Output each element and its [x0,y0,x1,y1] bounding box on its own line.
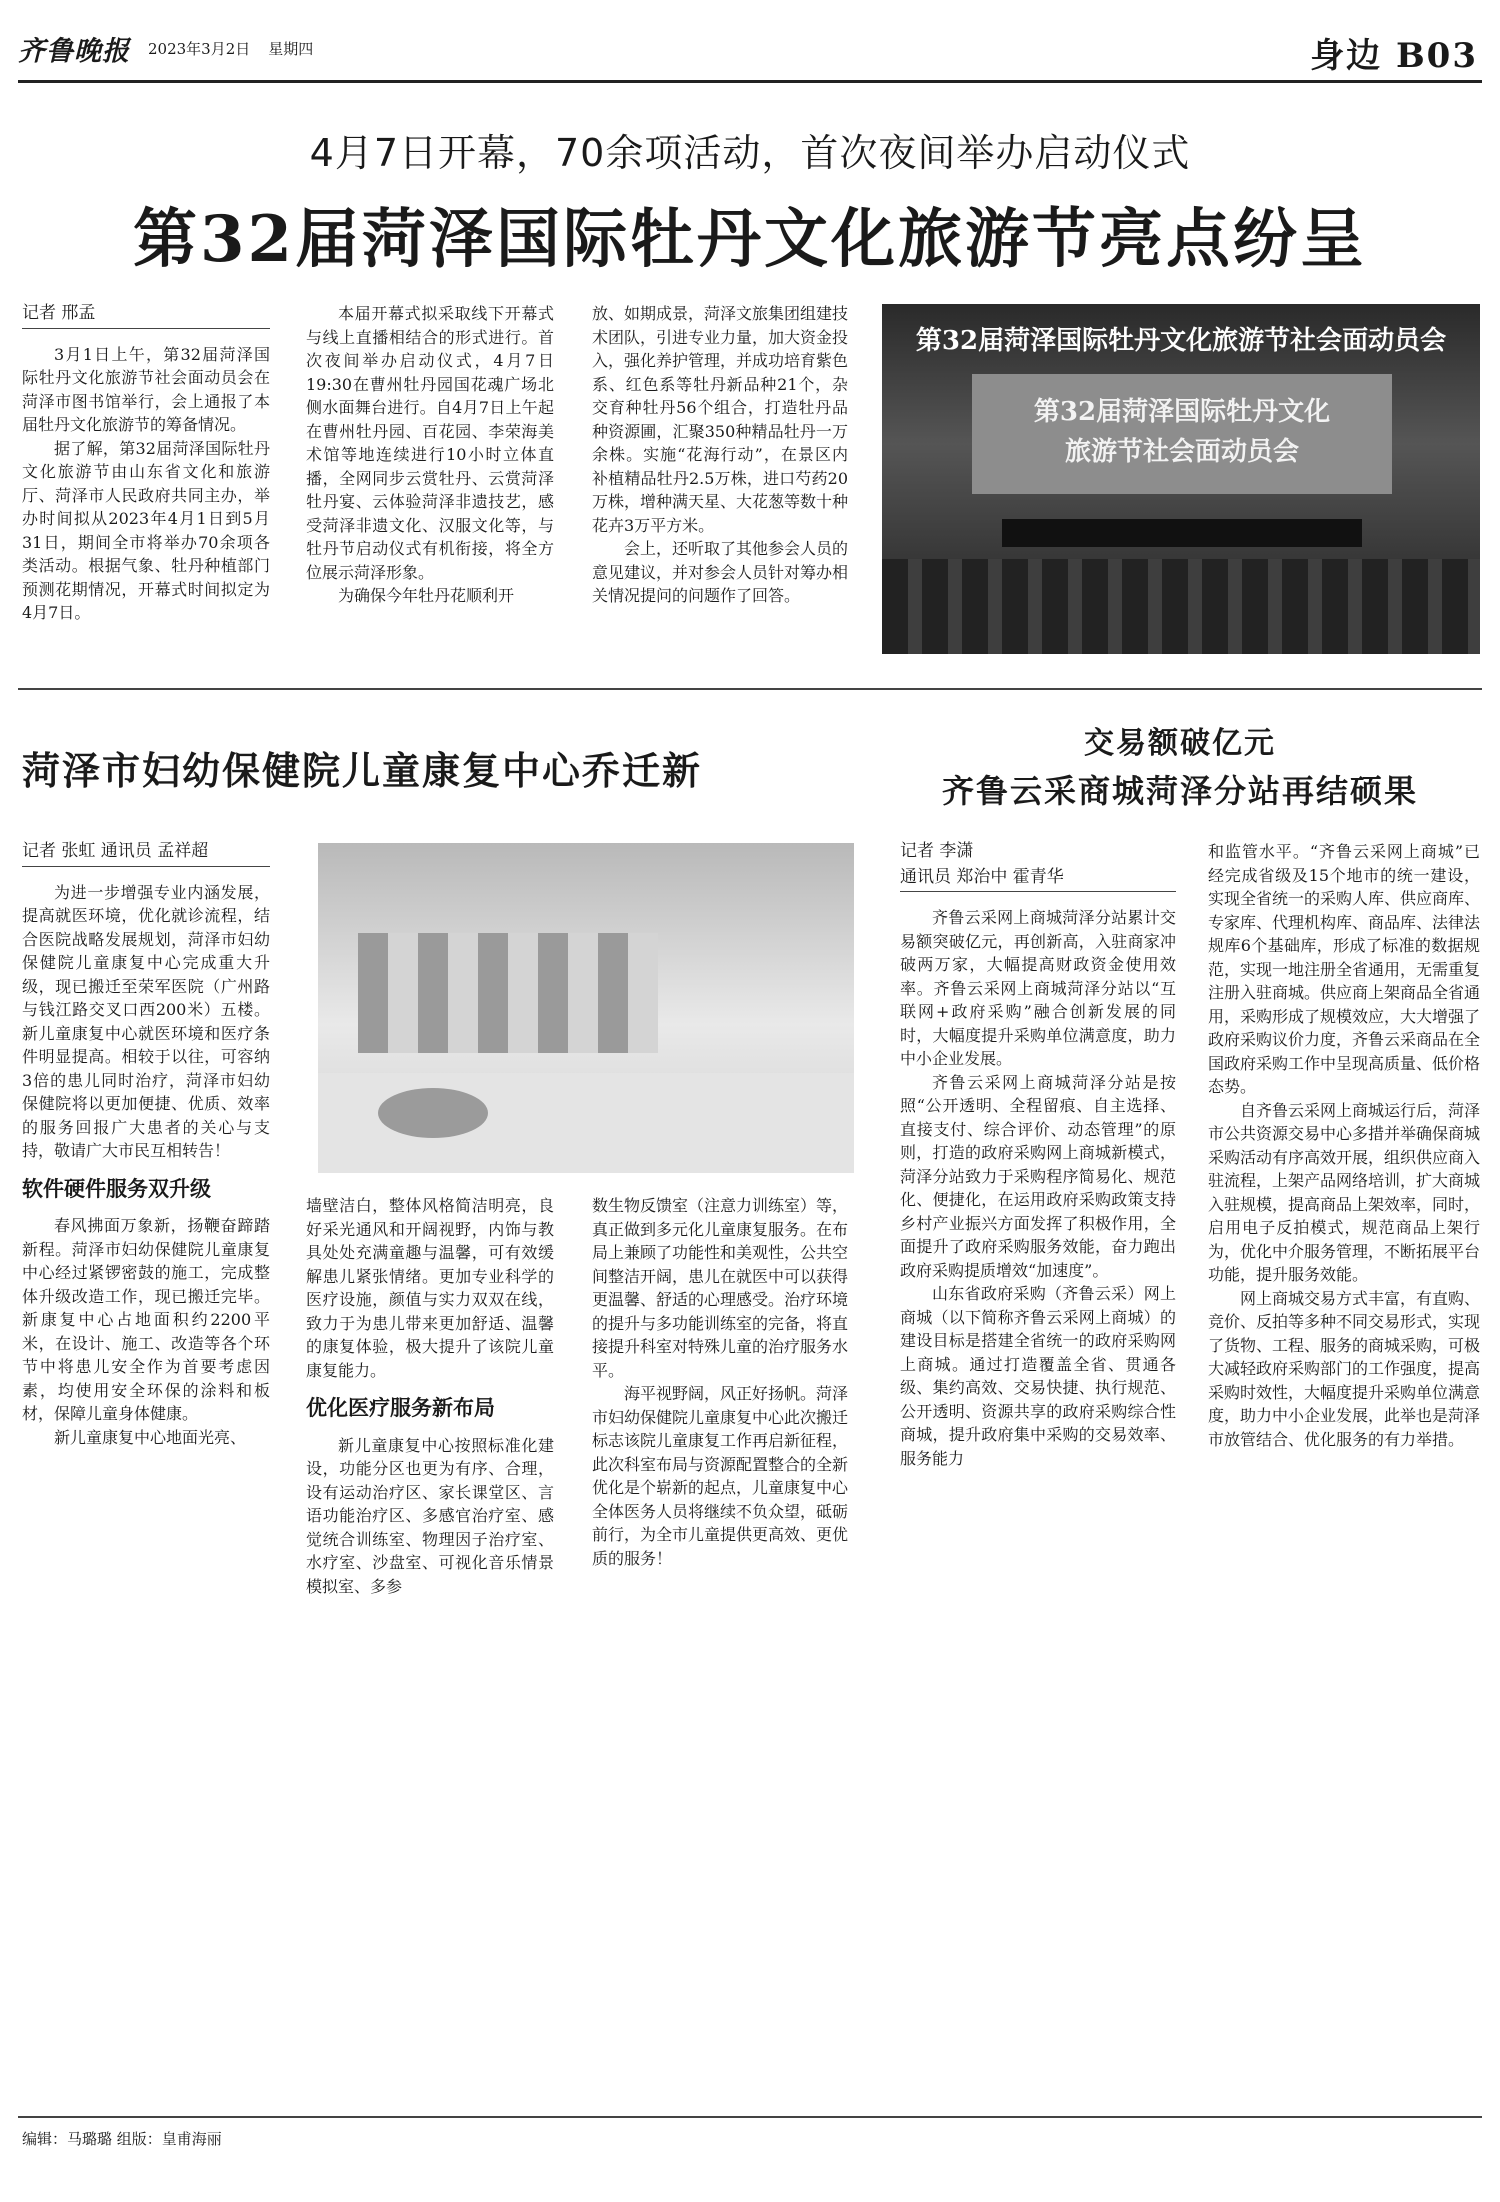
story1-kicker: 4月7日开幕，70余项活动，首次夜间举办启动仪式 [309,131,1191,175]
paragraph: 本届开幕式拟采取线下开幕式与线上直播相结合的形式进行。首次夜间举办启动仪式，4月7日19:30在曹州牡丹园国花魂广场北侧水面舞台进行。自4月7日上午起在曹州牡丹园、百花园、李荣海美术馆等地连续进行10小时立体直播，全网同步云赏牡丹、云赏菏泽牡丹宴、云体验菏泽非遗技艺，感受菏泽非遗文化、汉服文化等，与牡丹节启动仪式有机衔接，将全方位展示菏泽形象。 [306,304,554,582]
paragraph: 和监管水平。“齐鲁云采网上商城”已经完成省级及15个地市的统一建设，实现全省统一的采购人库、供应商库、专家库、代理机构库、商品库、法律法规库6个基础库，形成了标准的数据规范，实现一地注册全省通用，无需重复注册入驻商城。供应商上架商品全省通用，采购形成了规模效应，大大增强了政府采购议价力度，齐鲁云采商品在全国政府采购工作中呈现高质量、低价格态势。 [1208,842,1481,1096]
page-number: 身边 B03 [1310,36,1478,76]
paragraph: 齐鲁云采网上商城菏泽分站累计交易额突破亿元，再创新高，入驻商家冲破两万家，大幅提高财政资金使用效率。齐鲁云采网上商城菏泽分站以“互联网+政府采购”融合创新发展的同时，大幅度提升采购单位满意度，助力中小企业发展。 [900,908,1176,1068]
story1-col1 [22,302,270,625]
paragraph: 3月1日上午，第32届菏泽国际牡丹文化旅游节社会面动员会在菏泽市图书馆举行，会上通报了本届牡丹文化旅游节的筹备情况。 [22,344,270,434]
story2-subheading: 软件硬件服务双升级 [22,1175,211,1201]
story3-byline: 通讯员 郑治中 霍青华 [900,866,1176,893]
masthead [18,28,313,68]
rehab-center-photo [318,843,854,1173]
paragraph: 会上，还听取了其他参会人员的意见建议，并对参会人员针对筹办相关情况提问的问题作了回答。 [592,539,849,605]
photo-podium [1002,519,1362,547]
story2-col3 [592,1194,848,1570]
story3-byline: 记者 李潇 [900,841,974,861]
story3-col2 [1208,840,1480,1451]
photo-banner-text: 第32届菏泽国际牡丹文化旅游节社会面动员会 [915,326,1447,356]
paragraph: 春风拂面万象新，扬鞭奋蹄踏新程。菏泽市妇幼保健院儿童康复中心经过紧锣密鼓的施工，完成整体升级改造工作，现已搬迁完毕。新康复中心占地面积约2200平米，在设计、施工、改造等各个环节中将患儿安全作为首要考虑因素，均使用安全环保的涂料和板材，保障儿童身体健康。 [22,1216,270,1423]
paragraph: 网上商城交易方式丰富，有直购、竞价、反拍等多种不同交易形式，实现了货物、工程、服务的商城采购，可极大减轻政府采购部门的工作强度，提高采购时效性，大幅度提升采购单位满意度，助力中小企业发展，此举也是菏泽市放管结合、优化服务的有力举措。 [1208,1288,1481,1449]
editor-credit: 编辑：马璐璐 组版：皇甫海丽 [22,2130,222,2148]
paragraph: 据了解，第32届菏泽国际牡丹文化旅游节由山东省文化和旅游厅、菏泽市人民政府共同主办，举办时间拟从2023年4月1日到5月31日，期间全市将举办70余项各类活动。根据气象、牡丹种植部门预测花期情况，开幕式时间拟定为4月7日。 [22,438,270,622]
paragraph: 新儿童康复中心地面光亮、 [54,1427,247,1447]
paragraph: 自齐鲁云采网上商城运行后，菏泽市公共资源交易中心多措并举确保商城采购活动有序高效开展，组织供应商入驻流程，上架产品网络培训，扩大商城入驻规模，提高商品上架效率，同时，启用电子反拍模式，规范商品上架行为，优化中介服务管理，不断拓展平台功能，提升服务效能。 [1208,1100,1481,1284]
story1-col2 [306,302,554,608]
story3-headline-line2: 齐鲁云采商城菏泽分站再结硕果 [941,772,1418,810]
paragraph: 墙壁洁白，整体风格简洁明亮，良好采光通风和开阔视野，内饰与教具处处充满童趣与温馨，可有效缓解患儿紧张情绪。更加专业科学的医疗设施，颜值与实力双双在线，致力于为患儿带来更加舒适、温馨的康复体验，极大提升了该院儿童康复能力。 [306,1196,554,1380]
meeting-photo [882,304,1480,654]
photo-screen-line: 第32届菏泽国际牡丹文化 [1033,397,1331,427]
issue-date: 2023年3月2日 [148,39,251,58]
story3-headline-line1: 交易额破亿元 [1084,726,1276,761]
footer-rule [18,2116,1482,2118]
paragraph: 海平视野阔，风正好扬帆。菏泽市妇幼保健院儿童康复中心此次搬迁标志该院儿童康复工作再启新征程，此次科室布局与资源配置整合的全新优化是个崭新的起点，儿童康复中心全体医务人员将继续不负众望，砥砺前行，为全市儿童提供更高效、更优质的服务！ [592,1384,849,1568]
paragraph: 放、如期成景，菏泽文旅集团组建技术团队，引进专业力量，加大资金投入，强化养护管理，并成功培育紫色系、红色系等牡丹新品种21个，杂交育种牡丹56个组合，打造牡丹品种资源圃，汇聚350种精品牡丹一万余株。实施“花海行动”，在景区内补植精品牡丹2.5万株，进口芍药20万株，增种满天星、大花葱等数十种花卉3万平方米。 [592,304,849,535]
photo-beanbag [378,1088,488,1138]
photo-screen [972,374,1392,494]
story1-byline: 记者 邢孟 [22,302,270,329]
paragraph: 新儿童康复中心按照标准化建设，功能分区也更为有序、合理，设有运动治疗区、家长课堂区、言语功能治疗区、多感官治疗室、感觉统合训练室、物理因子治疗室、水疗室、沙盘室、可视化音乐情景模拟室、多参 [306,1435,554,1596]
photo-screen-line: 旅游节社会面动员会 [1064,437,1299,467]
story2-col2 [306,1194,554,1598]
paragraph: 数生物反馈室（注意力训练室）等，真正做到多元化儿童康复服务。在布局上兼顾了功能性和美观性，公共空间整洁开阔，患儿在就医中可以获得更温馨、舒适的心理感受。治疗环境的提升与多功能训练室的完备，将直接提升科室对特殊儿童的治疗服务水平。 [592,1196,849,1380]
photo-wall-display [358,933,658,1053]
story2-col1 [22,840,270,1449]
story2-byline: 记者 张虹 通讯员 孟祥超 [22,840,270,867]
paragraph: 山东省政府采购（齐鲁云采）网上商城（以下简称齐鲁云采网上商城）的建设目标是搭建全省统一的政府采购网上商城。通过打造覆盖全省、贯通各级、集约高效、交易快捷、执行规范、公开透明、资源共享的政府采购综合性商城，提升政府集中采购的交易效率、服务能力 [900,1284,1176,1468]
paragraph: 为确保今年牡丹花顺利开 [338,586,515,605]
newspaper-logo: 齐鲁晚报 [18,35,130,67]
masthead-rule [18,80,1482,83]
story1-headline: 第32届菏泽国际牡丹文化旅游节亮点纷呈 [132,202,1368,277]
paragraph: 为进一步增强专业内涵发展，提高就医环境，优化就诊流程，结合医院战略发展规划，菏泽市妇幼保健院儿童康复中心完成重大升级，现已搬迁至荣军医院（广州路与钱江路交叉口西200米）五楼。新儿童康复中心就医环境和医疗条件明显提高。相较于以往，可容纳3倍的患儿同时治疗，菏泽市妇幼保健院将以更加便捷、优质、效率的服务回报广大患者的关心与支持，敬请广大市民互相转告！ [22,882,270,1160]
photo-audience [882,559,1480,654]
issue-weekday: 星期四 [268,39,314,58]
story3-col1 [900,840,1176,1470]
story2-subheading: 优化医疗服务新布局 [306,1395,495,1420]
story1-col3 [592,302,848,608]
story2-headline: 菏泽市妇幼保健院儿童康复中心乔迁新 [22,748,703,793]
paragraph: 齐鲁云采网上商城菏泽分站是按照“公开透明、全程留痕、自主选择、直接支付、综合评价、动态管理”的原则，打造的政府采购网上商城新模式，菏泽分站致力于采购程序简易化、规范化、便捷化，在运用政府采购政策支持乡村产业振兴方面发挥了积极作用，全面提升了政府采购服务效能，奋力跑出政府采购提质增效“加速度”。 [900,1072,1176,1280]
section-rule [18,688,1482,690]
